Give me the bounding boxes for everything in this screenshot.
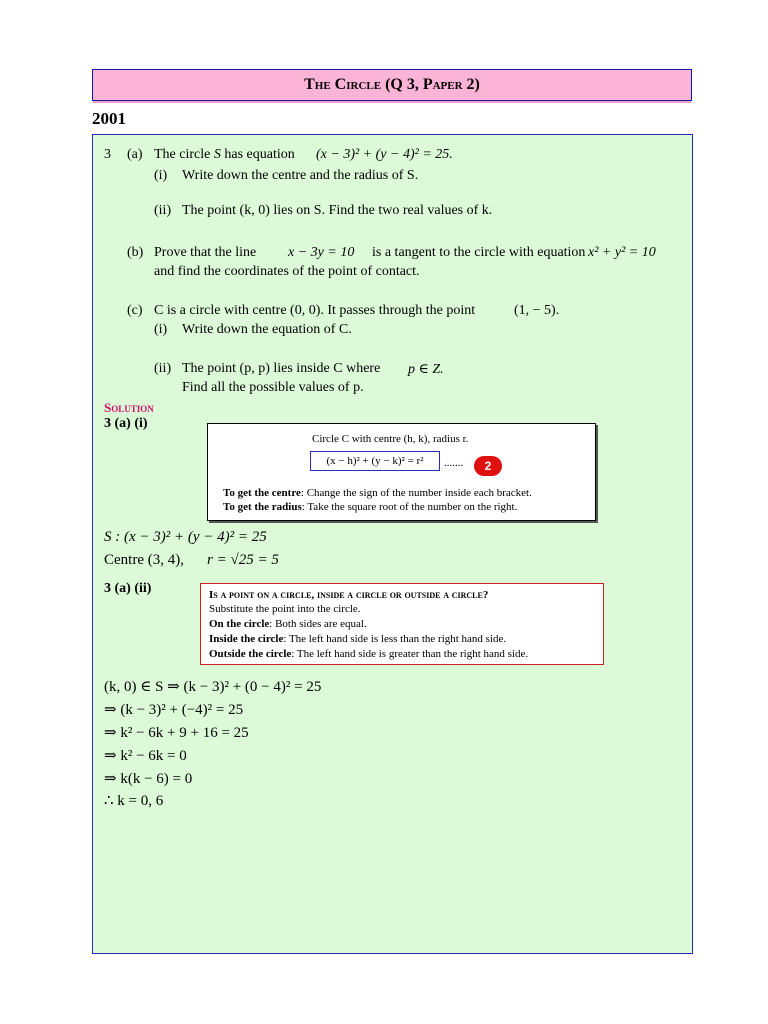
step-1: (k, 0) ∈ S ⇒ (k − 3)² + (0 − 4)² = 25 bbox=[104, 679, 322, 695]
part-c-i-text: Write down the equation of C. bbox=[182, 322, 352, 337]
part-b-text1: Prove that the line bbox=[154, 245, 257, 260]
on-circle-rule bbox=[209, 618, 367, 630]
inside-circle-rule bbox=[209, 633, 506, 645]
part-a-ii-label: (ii) bbox=[154, 203, 172, 218]
part-a-i-text: Write down the centre and the radius of S. bbox=[182, 168, 419, 183]
box2-line1: Substitute the point into the circle. bbox=[209, 603, 361, 615]
a-i-radius: r = √25 = 5 bbox=[207, 552, 279, 568]
part-a-var: S bbox=[213, 147, 221, 162]
step-6: ∴ k = 0, 6 bbox=[104, 793, 164, 809]
page-title: The Circle (Q 3, Paper 2) bbox=[92, 69, 692, 101]
info-dots: ....... bbox=[444, 457, 464, 469]
part-a-stem bbox=[154, 147, 295, 163]
part-c-ii-text: The point (p, p) lies inside C where bbox=[182, 361, 381, 376]
on-circle-text: : Both sides are equal. bbox=[269, 618, 367, 630]
solution-part-a-i: 3 (a) (i) bbox=[104, 416, 148, 431]
part-b-text3: and find the coordinates of the point of contact. bbox=[154, 264, 420, 279]
part-c-text1: C is a circle with centre (0, 0). It passes through the point bbox=[154, 303, 476, 318]
part-c-ii-text2: Find all the possible values of p. bbox=[182, 380, 364, 395]
outside-circle-text: : The left hand side is greater than the right hand side. bbox=[291, 648, 529, 660]
formula-number-badge: 2 bbox=[474, 456, 502, 476]
radius-rule bbox=[223, 501, 517, 513]
part-b-label: (b) bbox=[127, 245, 144, 260]
centre-rule bbox=[223, 487, 532, 499]
on-circle-label: On the circle bbox=[209, 618, 270, 630]
centre-rule-text: : Change the sign of the number inside each bracket. bbox=[300, 487, 532, 499]
inside-circle-text: : The left hand side is less than the right hand side. bbox=[283, 633, 507, 645]
outside-circle-label: Outside the circle bbox=[209, 648, 292, 660]
part-c-point: (1, − 5). bbox=[514, 303, 560, 318]
part-a-equation: (x − 3)² + (y − 4)² = 25. bbox=[316, 147, 453, 162]
inside-circle-label: Inside the circle bbox=[209, 633, 284, 645]
part-a-ii-text: The point (k, 0) lies on S. Find the two real values of k. bbox=[182, 203, 493, 218]
part-a-label: (a) bbox=[127, 147, 143, 162]
year-heading: 2001 bbox=[92, 109, 126, 128]
box2-title: Is a point on a circle, inside a circle or outside a circle? bbox=[209, 589, 489, 601]
step-3: ⇒ k² − 6k + 9 + 16 = 25 bbox=[104, 725, 249, 741]
outside-circle-rule bbox=[209, 648, 528, 660]
info-line1: Circle C with centre (h, k), radius r. bbox=[312, 433, 469, 445]
centre-radius-info-box bbox=[207, 423, 596, 521]
circle-formula: (x − h)² + (y − k)² = r² bbox=[310, 451, 440, 471]
part-c-i-label: (i) bbox=[154, 322, 168, 337]
part-c-ii-label: (ii) bbox=[154, 361, 172, 376]
part-a-i-label: (i) bbox=[154, 168, 168, 183]
step-4: ⇒ k² − 6k = 0 bbox=[104, 748, 187, 764]
part-c-ii-cond: p ∈ Z. bbox=[408, 362, 444, 377]
part-a-stem-text: The circle bbox=[154, 147, 211, 162]
a-i-centre: Centre (3, 4), bbox=[104, 552, 184, 568]
part-c-label: (c) bbox=[127, 303, 143, 318]
radius-rule-label: To get the radius bbox=[223, 501, 302, 513]
radius-rule-text: : Take the square root of the number on the right. bbox=[301, 501, 518, 513]
part-b-line-eq: x − 3y = 10 bbox=[288, 245, 355, 260]
centre-rule-label: To get the centre bbox=[223, 487, 301, 499]
question-number: 3 bbox=[104, 147, 111, 162]
part-b-text2: is a tangent to the circle with equation bbox=[372, 245, 586, 260]
step-2: ⇒ (k − 3)² + (−4)² = 25 bbox=[104, 702, 244, 718]
solution-heading: Solution bbox=[104, 400, 154, 415]
solution-part-a-ii: 3 (a) (ii) bbox=[104, 581, 152, 596]
part-b-circle-eq: x² + y² = 10 bbox=[588, 245, 656, 260]
a-i-equation: S : (x − 3)² + (y − 4)² = 25 bbox=[104, 529, 267, 545]
point-position-info-box bbox=[200, 583, 604, 665]
part-a-stem-text2: has equation bbox=[224, 147, 295, 162]
step-5: ⇒ k(k − 6) = 0 bbox=[104, 771, 193, 787]
